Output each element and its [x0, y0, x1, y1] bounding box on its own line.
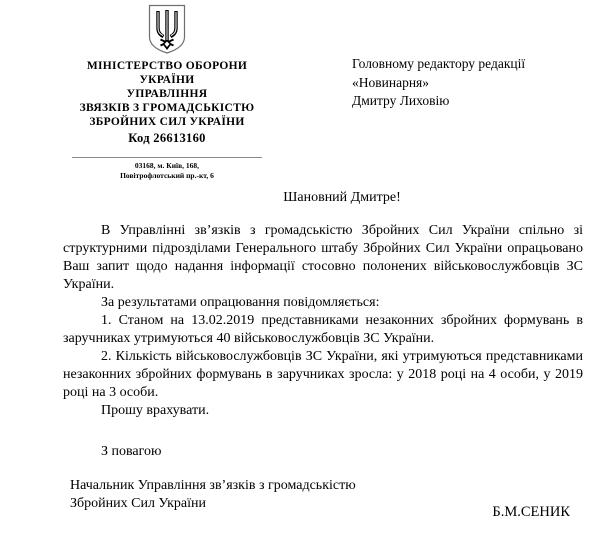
ukraine-trident-icon: [146, 4, 188, 55]
closing-regards: З повагою: [101, 444, 162, 459]
signer-name: Б.М.СЕНИК: [492, 504, 570, 520]
body-paragraph: Прошу врахувати.: [101, 403, 210, 418]
letter-body: [63, 222, 583, 420]
salutation: Шановний Дмитре!: [283, 190, 401, 205]
letterhead-line: ЗБРОЙНИХ СИЛ УКРАЇНИ: [89, 116, 245, 128]
addressee-line: Головному редактору редакції: [352, 56, 526, 71]
body-paragraph: В Управлінні зв’язків з громадськістю Збройних Сил України спільно зі структурними підрозділами Генерального штабу Збройних Сил України опрацьовано Ваш запит щодо надання інформації стосовно полонених військовослужбовців ЗС України.: [63, 223, 583, 292]
letterhead-line: МІНІСТЕРСТВО ОБОРОНИ: [86, 60, 248, 72]
letterhead-line: УКРАЇНИ: [139, 74, 195, 86]
signer-position-line: Збройних Сил України: [70, 496, 207, 511]
signer-position-line: Начальник Управління зв’язків з громадськістю: [70, 478, 356, 493]
addressee-line: «Новинарня»: [352, 74, 429, 90]
org-code: Код 26613160: [128, 131, 206, 145]
signer-position: [70, 477, 356, 513]
letterhead: [38, 4, 296, 181]
letterhead-org-name: [38, 59, 296, 129]
body-paragraph: 1. Станом на 13.02.2019 представниками незаконних збройних формувань в заручниках утримуються 40 військовослужбовців ЗС України.: [63, 313, 583, 346]
body-paragraph: За результатами опрацювання повідомляється:: [101, 295, 380, 310]
letterhead-line: УПРАВЛІННЯ: [126, 88, 208, 100]
org-address-line: 03168, м. Київ, 168,: [134, 161, 200, 170]
org-address-line: Повітрофлотський пр.-кт, 6: [120, 171, 214, 180]
letterhead-line: ЗВЯЗКІВ З ГРОМАДСЬКІСТЮ: [79, 102, 255, 114]
body-paragraph: 2. Кількість військовослужбовців ЗС України, які утримуються представниками незаконних збройних формувань в заручниках зросла: у 2018 році на 4 особи, у 2019 році на 3 особи.: [63, 349, 583, 400]
addressee-block: [352, 55, 525, 111]
addressee-line: Дмитру Лиховію: [352, 93, 450, 108]
org-address: [72, 157, 262, 181]
